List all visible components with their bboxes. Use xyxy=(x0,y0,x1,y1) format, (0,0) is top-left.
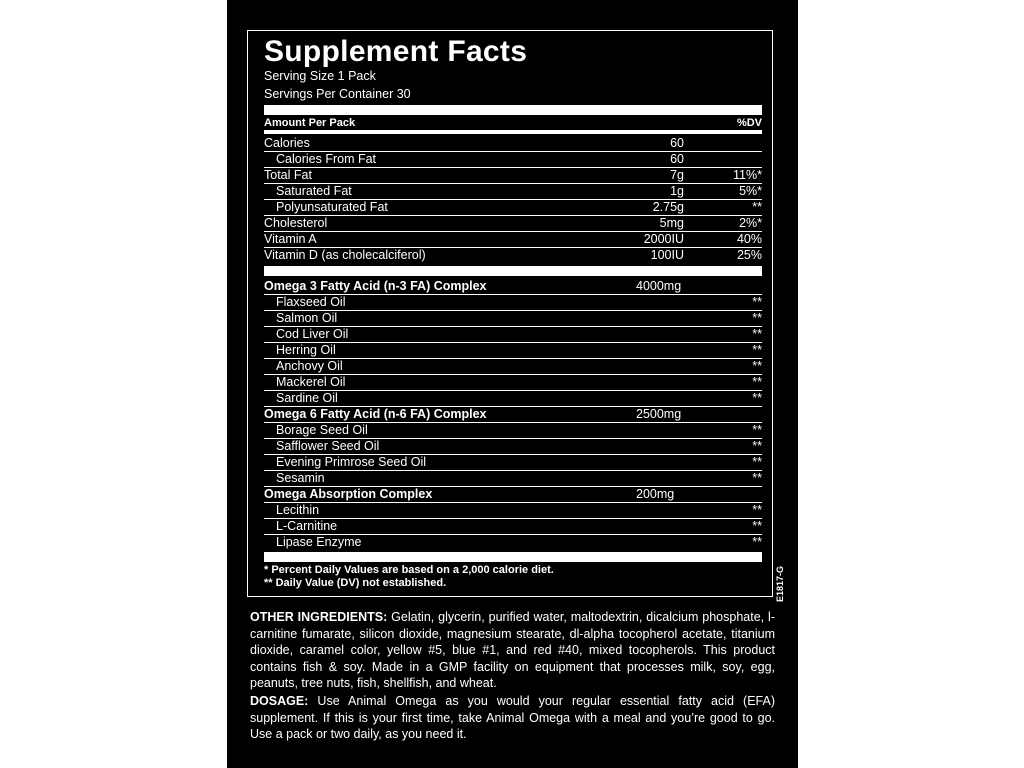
nutrient-name: Saturated Fat xyxy=(276,184,352,198)
ingredient-name: L-Carnitine xyxy=(276,519,338,533)
ingredient-row xyxy=(264,343,762,359)
ingredient-dv: ** xyxy=(752,327,762,341)
complex-amount: 4000mg xyxy=(636,279,682,293)
supplement-facts-box xyxy=(247,30,773,597)
ingredient-dv: ** xyxy=(752,455,762,469)
amount-per-pack-header: Amount Per Pack xyxy=(264,117,356,129)
complex-amount: 2500mg xyxy=(636,407,682,421)
nutrient-name: Vitamin D (as cholecalciferol) xyxy=(264,248,426,262)
nutrient-row xyxy=(264,232,762,248)
complex-header-row xyxy=(264,407,762,423)
ingredient-dv: ** xyxy=(752,519,762,533)
ingredient-row xyxy=(264,327,762,343)
nutrient-name: Calories xyxy=(264,136,310,150)
ingredient-row xyxy=(264,439,762,455)
complex-name: Omega Absorption Complex xyxy=(264,487,433,501)
complex-name: Omega 3 Fatty Acid (n-3 FA) Complex xyxy=(264,279,487,293)
complex-header-row xyxy=(264,279,762,295)
dosage-text: Use Animal Omega as you would your regular essential fatty acid (EFA) supplement. If this is your first time, take Animal Omega with a meal and you’re good to go. Use a pack or two daily, as you need it. xyxy=(250,694,775,741)
servings-per-container: Servings Per Container 30 xyxy=(264,87,411,101)
complex-name: Omega 6 Fatty Acid (n-6 FA) Complex xyxy=(264,407,487,421)
nutrient-row xyxy=(264,216,762,232)
nutrient-dv: 5%* xyxy=(739,184,762,198)
nutrient-dv: 2%* xyxy=(739,216,762,230)
nutrient-dv: 25% xyxy=(736,248,762,262)
nutrient-amount: 2000IU xyxy=(643,232,684,246)
nutrient-amount: 1g xyxy=(670,184,684,198)
ingredient-name: Sardine Oil xyxy=(276,391,338,405)
ingredient-row xyxy=(264,311,762,327)
nutrient-amount: 100IU xyxy=(650,248,684,262)
nutrient-row xyxy=(264,200,762,216)
nutrient-amount: 60 xyxy=(670,152,684,166)
nutrient-row xyxy=(264,248,762,264)
thick-divider xyxy=(264,105,762,115)
ingredient-dv: ** xyxy=(752,359,762,373)
nutrient-amount: 5mg xyxy=(659,216,684,230)
nutrient-row xyxy=(264,136,762,152)
ingredient-dv: ** xyxy=(752,311,762,325)
ingredient-name: Borage Seed Oil xyxy=(276,423,368,437)
ingredient-row xyxy=(264,535,762,551)
ingredient-name: Mackerel Oil xyxy=(276,375,346,389)
ingredient-row xyxy=(264,359,762,375)
serving-size: Serving Size 1 Pack xyxy=(264,69,376,83)
ingredient-row xyxy=(264,519,762,535)
thick-divider-3 xyxy=(264,552,762,562)
ingredient-row xyxy=(264,503,762,519)
nutrient-name: Polyunsaturated Fat xyxy=(276,200,388,214)
ingredient-dv: ** xyxy=(752,391,762,405)
ingredient-dv: ** xyxy=(752,471,762,485)
complex-header-row xyxy=(264,487,762,503)
ingredient-name: Herring Oil xyxy=(276,343,336,357)
dosage xyxy=(250,693,775,743)
ingredient-row xyxy=(264,375,762,391)
ingredient-name: Flaxseed Oil xyxy=(276,295,346,309)
ingredient-dv: ** xyxy=(752,439,762,453)
nutrient-name: Total Fat xyxy=(264,168,312,182)
thick-divider-2 xyxy=(264,266,762,276)
nutrient-name: Calories From Fat xyxy=(276,152,377,166)
ingredient-row xyxy=(264,471,762,487)
ingredient-dv: ** xyxy=(752,423,762,437)
dv-header: %DV xyxy=(736,117,762,129)
nutrient-row xyxy=(264,168,762,184)
other-ingredients xyxy=(250,609,775,692)
lot-code: E1817-G xyxy=(775,565,785,602)
ingredient-name: Cod Liver Oil xyxy=(276,327,349,341)
nutrient-amount: 7g xyxy=(670,168,684,182)
nutrient-name: Vitamin A xyxy=(264,232,317,246)
ingredient-name: Evening Primrose Seed Oil xyxy=(276,455,427,469)
ingredient-dv: ** xyxy=(752,503,762,517)
ingredient-row xyxy=(264,423,762,439)
nutrient-dv: ** xyxy=(752,200,762,214)
ingredient-dv: ** xyxy=(752,375,762,389)
supplement-facts-title: Supplement Facts xyxy=(264,35,528,68)
ingredient-name: Lecithin xyxy=(276,503,320,517)
nutrient-dv: 40% xyxy=(736,232,762,246)
amount-header-row xyxy=(264,116,762,130)
ingredient-dv: ** xyxy=(752,535,762,549)
ingredient-row xyxy=(264,455,762,471)
nutrient-name: Cholesterol xyxy=(264,216,328,230)
ingredient-name: Safflower Seed Oil xyxy=(276,439,380,453)
other-ingredients-text: Gelatin, glycerin, purified water, maltodextrin, dicalcium phosphate, l-carnitine fumarate, silicon dioxide, magnesium stearate, dl-alpha tocopherol acetate, titanium dioxide, caramel color, yellow #5, blue #1, and red #40, mixed tocopherols. This product contains fish & soy. Made in a GMP facility on equipment that processes milk, soy, egg, peanuts, tree nuts, fish, shellfish, and wheat. xyxy=(250,610,775,690)
nutrient-amount: 60 xyxy=(670,136,684,150)
ingredient-row xyxy=(264,391,762,407)
ingredient-name: Lipase Enzyme xyxy=(276,535,362,549)
nutrient-dv: 11%* xyxy=(733,168,762,182)
dosage-label: DOSAGE: xyxy=(250,694,309,708)
nutrient-row xyxy=(264,184,762,200)
ingredient-row xyxy=(264,295,762,311)
nutrient-row xyxy=(264,152,762,168)
ingredient-dv: ** xyxy=(752,295,762,309)
ingredient-name: Anchovy Oil xyxy=(276,359,343,373)
complex-amount: 200mg xyxy=(636,487,675,501)
footnote-percent-dv: * Percent Daily Values are based on a 2,000 calorie diet. xyxy=(264,564,554,576)
supplement-label-panel xyxy=(227,0,798,768)
nutrient-amount: 2.75g xyxy=(652,200,684,214)
other-ingredients-label: OTHER INGREDIENTS: xyxy=(250,610,388,624)
ingredient-name: Salmon Oil xyxy=(276,311,338,325)
ingredient-dv: ** xyxy=(752,343,762,357)
medium-divider xyxy=(264,130,762,134)
ingredient-name: Sesamin xyxy=(276,471,325,485)
footnote-dv-not-established: ** Daily Value (DV) not established. xyxy=(264,577,447,589)
